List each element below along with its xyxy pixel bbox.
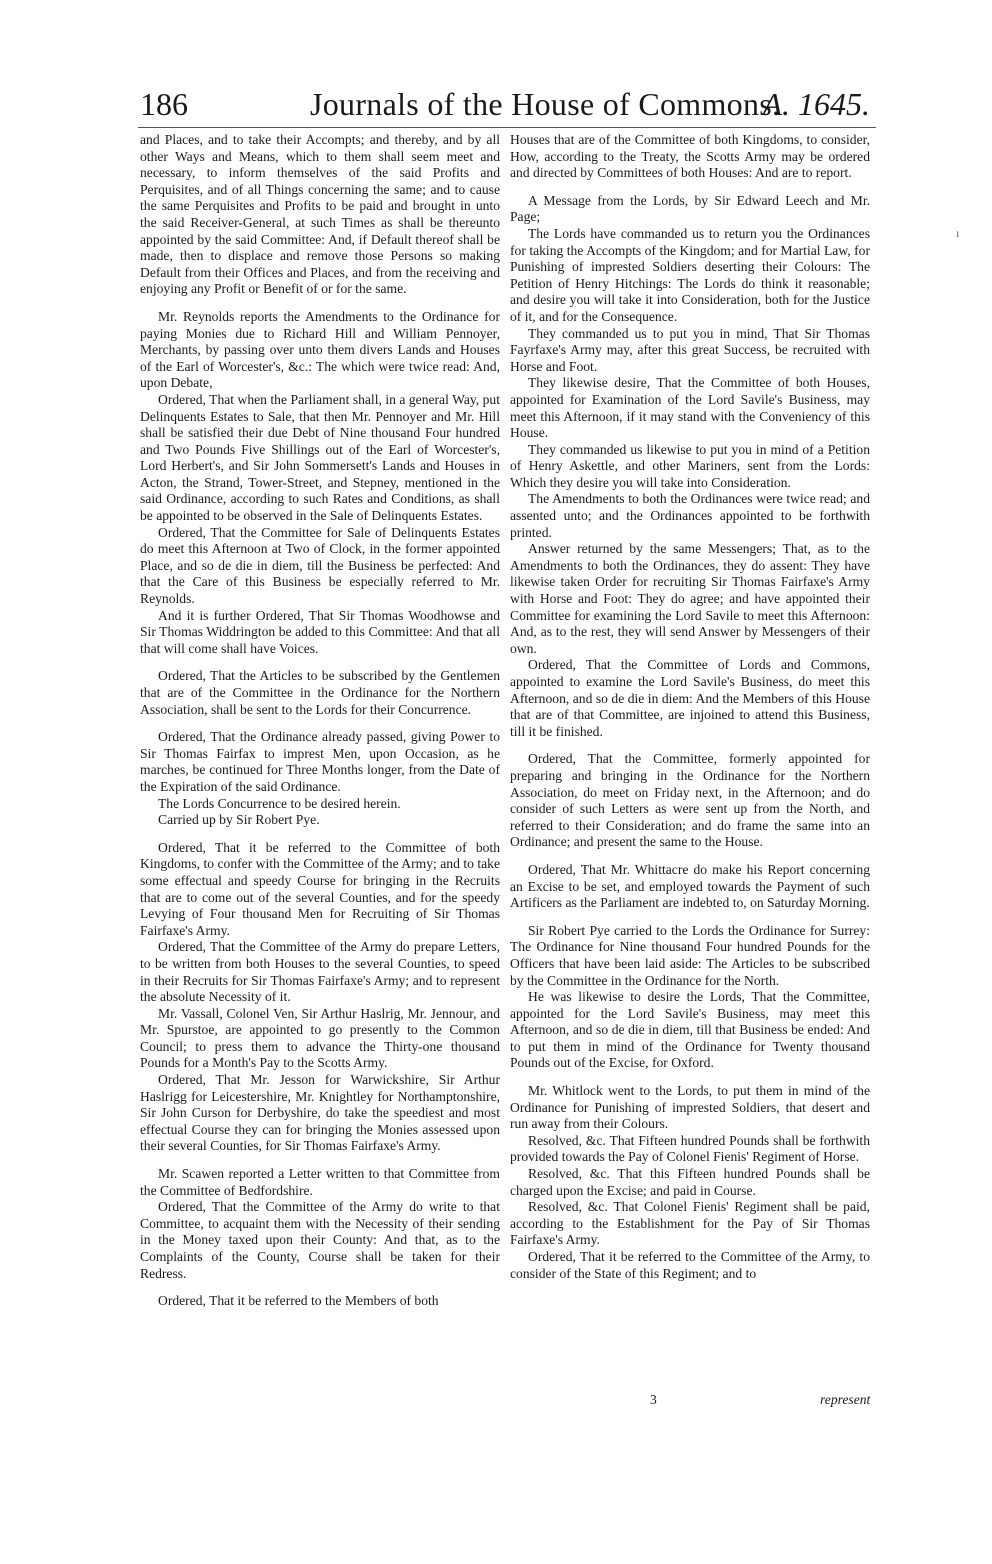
paragraph: and Places, and to take their Accompts; and thereby, and by all other Ways and Means, which to them shall seem meet and necessary, to inform themselves of the said Profits and Perquisites, and of all Things concerning the same; and to cause the same Perquisites and Profits to be paid and brought in unto the said Receiver-General, at such Times as shall be thereunto appointed by the said Committee: And, if Default thereof shall be made, then to displace and remove those Persons so making Default from their Offices and Places, and from the receiving and enjoying any Profit or Benefit of or for the same. (140, 132, 500, 297)
paragraph: And it is further Ordered, That Sir Thomas Woodhowse and Sir Thomas Widdrington be added to this Committee: And that all that will come shall have Voices. (140, 607, 500, 656)
paragraph: Ordered, That it be referred to the Committee of the Army, to consider of the State of this Regiment; and to (510, 1249, 870, 1281)
margin-mark: ı (956, 226, 960, 240)
paragraph: Houses that are of the Committee of both Kingdoms, to consider, How, according to the Treaty, the Scotts Army may be ordered and directed by Committees of both Houses: And are to report. (510, 132, 870, 181)
paragraph: Resolved, &c. That Colonel Fienis' Regiment shall be paid, according to the Establishment for the Pay of Sir Thomas Fairfaxe's Army. (510, 1199, 870, 1248)
paragraph: He was likewise to desire the Lords, That the Committee, appointed for the Lord Savile's Business, may meet this Afternoon, and so de die in diem, till that Business be ended: And to put them in mind of the Ordinance for Twenty thousand Pounds out of the Excise, for Oxford. (510, 989, 870, 1071)
page-number: 186 (140, 86, 188, 122)
paragraph: Ordered, That Mr. Whittacre do make his Report concerning an Excise to be set, and employed towards the Payment of such Artificers as the Parliament are indebted to, on Saturday Morning. (510, 861, 870, 911)
paragraph: Ordered, That Mr. Jesson for Warwickshire, Sir Arthur Haslrigg for Leicestershire, Mr. Knightley for Northamptonshire, Sir John Curson for Derbyshire, do take the speediest and most effectual Course they can for bringing the Monies assessed upon their several Counties, for Sir Thomas Fairfaxe's Army. (140, 1072, 500, 1154)
paragraph: Ordered, That the Committee of Lords and Commons, appointed to examine the Lord Savile's Business, do meet this Afternoon, and so de die in diem: And the Members of this House that are of that Committee, are injoined to attend this Business, till it be finished. (510, 657, 870, 739)
paragraph: Mr. Reynolds reports the Amendments to the Ordinance for paying Monies due to Richard Hill and William Pennoyer, Merchants, by passing over unto them divers Lands and Houses of the Earl of Worcester's, &c.: The which were twice read: And, upon Debate, (140, 308, 500, 391)
paragraph: Carried up by Sir Robert Pye. (158, 812, 320, 828)
paragraph: Ordered, That the Committee of the Army do write to that Committee, to acquaint them with the Necessity of their sending in the Money taxed upon their County: And that, as to the Complaints of the County, Course shall be taken for their Redress. (140, 1199, 500, 1281)
paragraph: The Lords Concurrence to be desired herein. (158, 795, 401, 811)
paragraph: Ordered, That it be referred to the Committee of both Kingdoms, to confer with the Committee of the Army; and to take some effectual and speedy Course for bringing in the Recruits that are to come out of the several Counties, and for the speedy Levying of Four thousand Men for Recruiting of Sir Thomas Fairfaxe's Army. (140, 839, 500, 938)
right-column (510, 132, 870, 1282)
year-heading: A. 1645. (762, 86, 870, 122)
paragraph: The Amendments to both the Ordinances were twice read; and assented unto; and the Ordinances appointed to be forthwith printed. (510, 491, 870, 540)
catchword: represent (820, 1392, 871, 1407)
paragraph: They likewise desire, That the Committee of both Houses, appointed for Examination of the Lord Savile's Business, may meet this Afternoon, if it may stand with the Conveniency of this House. (510, 375, 870, 441)
page-header (140, 86, 880, 132)
header-rule (138, 127, 876, 128)
paragraph: Ordered, That the Committee of the Army do prepare Letters, to be written from both Houses to the several Counties, to speed in their Recruits for Sir Thomas Fairfaxe's Army; and to represent the absolute Necessity of it. (140, 939, 500, 1005)
paragraph: Answer returned by the same Messengers; That, as to the Amendments to both the Ordinances, they do assent: They have likewise taken Order for recruiting Sir Thomas Fairfaxe's Army with Horse and Foot: They do agree; and have appointed their Committee for examining the Lord Savile to meet this Afternoon: And, as to the rest, they will send Answer by Messengers of their own. (510, 541, 870, 656)
left-column (140, 132, 500, 1310)
paragraph: The Lords have commanded us to return you the Ordinances for taking the Accompts of the Kingdom; and for Martial Law, for Punishing of imprested Soldiers deserting their Colours: The Petition of Henry Hitchings: The Lords do think it reasonable; and desire you will take it into Consideration, both for the Justice of it, and for the Consequence. (510, 225, 870, 324)
paragraph: A Message from the Lords, by Sir Edward Leech and Mr. Page; (510, 192, 870, 225)
signature-mark: 3 (650, 1392, 657, 1407)
paragraph: Ordered, That the Articles to be subscribed by the Gentlemen that are of the Committee in the Ordinance for the Northern Association, shall be sent to the Lords for their Concurrence. (140, 668, 500, 717)
paragraph: Ordered, That the Committee for Sale of Delinquents Estates do meet this Afternoon at Two of Clock, in the former appointed Place, and so de die in diem, till the Business be perfected: And that the Care of this Business be especially referred to Mr. Reynolds. (140, 524, 500, 607)
running-title: Journals of the House of Commons. (310, 86, 781, 122)
paragraph: Mr. Scawen reported a Letter written to that Committee from the Committee of Bedfordshire. (140, 1166, 500, 1198)
paragraph: They commanded us to put you in mind, That Sir Thomas Fayrfaxe's Army may, after this great Success, be recruited with Horse and Foot. (510, 325, 870, 374)
paragraph: Ordered, That the Ordinance already passed, giving Power to Sir Thomas Fairfax to imprest Men, upon Occasion, as he marches, be continued for Three Months longer, from the Date of the Expiration of the said Ordinance. (140, 729, 500, 794)
paragraph: Sir Robert Pye carried to the Lords the Ordinance for Surrey: The Ordinance for Nine thousand Four hundred Pounds for the Officers that have been laid aside: The Articles to be subscribed by the Committee in the Ordinance for the North. (510, 922, 870, 988)
paragraph: Resolved, &c. That Fifteen hundred Pounds shall be forthwith provided towards the Pay of Colonel Fienis' Regiment of Horse. (510, 1132, 870, 1165)
paragraph: They commanded us likewise to put you in mind of a Petition of Henry Askettle, and other Mariners, sent from the Lords: Which they desire you will take into Consideration. (510, 441, 870, 490)
paragraph: Ordered, That it be referred to the Members of both (158, 1293, 439, 1309)
paragraph: Mr. Vassall, Colonel Ven, Sir Arthur Haslrig, Mr. Jennour, and Mr. Spurstoe, are appointed to go presently to the Common Council; to press them to advance the Thirty-one thousand Pounds for a Month's Pay to the Scotts Army. (140, 1005, 500, 1071)
paragraph: Ordered, That when the Parliament shall, in a general Way, put Delinquents Estates to Sale, that then Mr. Pennoyer and Mr. Hill shall be satisfied their due Debt of Nine thousand Four hundred and Two Pounds Five Shillings out of the Earl of Worcester's, Lord Herbert's, and Sir John Sommersett's Lands and Houses in Acton, the Strand, Tower-Street, and Stepney, mentioned in the said Ordinance, according to such Rates and Conditions, as shall be appointed to be observed in the Sale of Delinquents Estates. (140, 391, 500, 524)
paragraph: Resolved, &c. That this Fifteen hundred Pounds shall be charged upon the Excise; and paid in Course. (510, 1166, 870, 1198)
paragraph: Mr. Whitlock went to the Lords, to put them in mind of the Ordinance for Punishing of imprested Soldiers, that desert and run away from their Colours. (510, 1083, 870, 1132)
paragraph: Ordered, That the Committee, formerly appointed for preparing and bringing in the Ordinance for the Northern Association, do meet on Friday next, in the Afternoon; and do consider of such Letters as were sent up from the North, and referred to their Consideration; and do frame the same into an Ordinance; and present the same to the House. (510, 751, 870, 850)
